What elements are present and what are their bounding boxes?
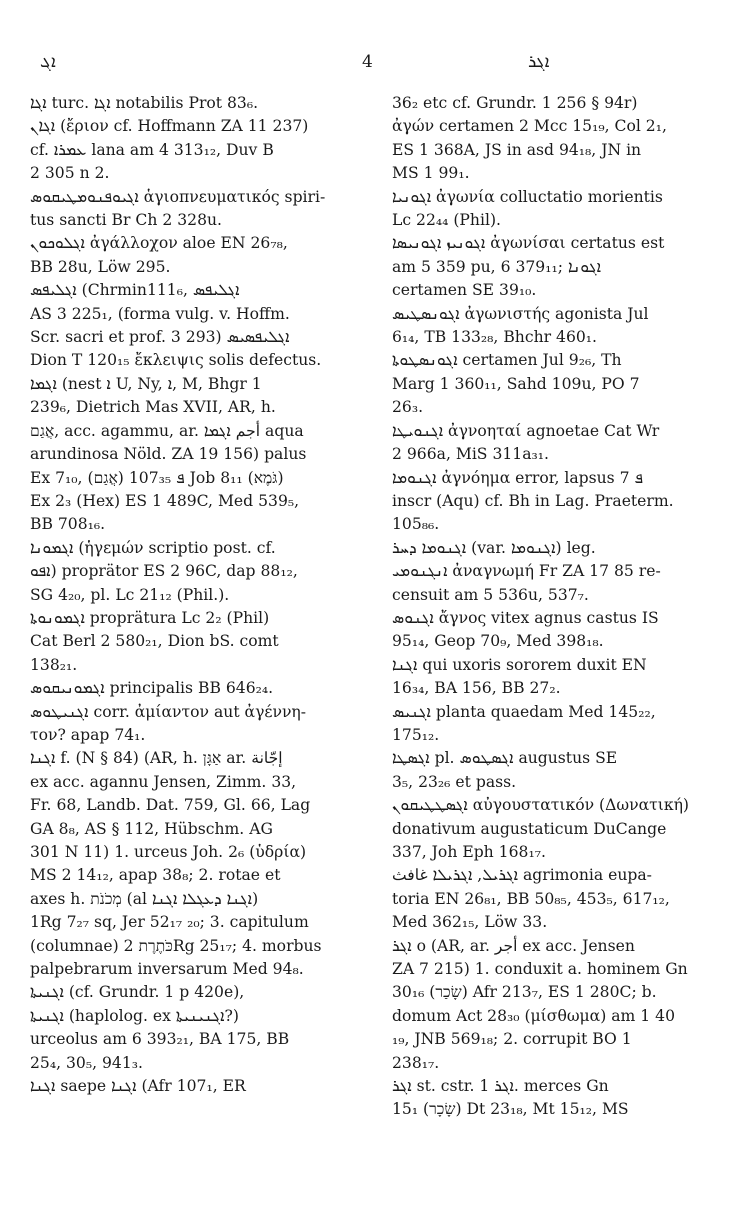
text-line: SG 4₂₀, pl. Lc 21₁₂ (Phil.). — [30, 585, 230, 604]
text-line: 15₁ (שָׂכָר) Dt 23₁₈, Mt 15₁₂, MS — [392, 1100, 629, 1119]
text-line: tus sancti Br Ch 2 328u. — [30, 211, 222, 230]
text-line: 95₁₄, Geop 70₉, Med 398₁₈. — [392, 632, 604, 651]
text-line: arundinosa Nöld. ZA 19 156) palus — [30, 445, 307, 464]
text-line: ex acc. agannu Jensen, Zimm. 33, — [30, 772, 297, 791]
text-line: ܐܓܢܐ f. (N § 84) (AR, h. אַגָּן ar. إجّانة — [30, 749, 283, 768]
text-line: Dion T 120₁₅ ἔκλειψις solis defectus. — [30, 351, 322, 370]
text-line: 175₁₂. — [392, 725, 440, 744]
text-line: ܐܓܡܘܢܘܬܐ proprätura Lc 2₂ (Phil) — [30, 608, 270, 627]
text-line: ܐܓܪ o (AR, ar. أجر ex acc. Jensen — [392, 936, 635, 955]
text-line: ܐܓܢܝܬܐ (haplolog. ex ܐܓܢܝܢܝܬܐ?) — [30, 1006, 239, 1025]
text-line: censuit am 5 536u, 537₇. — [392, 585, 589, 604]
text-line: domum Act 28₃₀ (μίσθωμα) am 1 40 — [392, 1006, 676, 1025]
text-line: Lc 22₄₄ (Phil). — [392, 211, 501, 230]
text-line: MS 2 14₁₂, apap 38₈; 2. rotae et — [30, 866, 281, 885]
text-line: Ex 7₁₀, ܦ 107₃₅ (אֲגַם) Job 8₁₁ (גֹּמֶא) — [30, 468, 284, 487]
running-head-right: ܐܓܪ — [528, 52, 550, 72]
text-line: ܐܓܢܝܛܘܣ corr. ἀμίαντον aut ἀγέννη- — [30, 702, 307, 721]
running-head-left: ܐܓ — [40, 52, 56, 72]
text-line: ܐܓܢܘܝܛܐ ἀγνοηταί agnoetae Cat Wr — [392, 421, 660, 440]
text-line: 36₂ etc cf. Grundr. 1 256 § 94r) — [392, 94, 638, 112]
text-line: cf. ܥܡܪܐ lana am 4 313₁₂, Duv B — [30, 140, 274, 159]
text-line: ܐܓܡܘܢܐ (ἡγεμών scriptio post. cf. — [30, 538, 276, 557]
text-line: τον? apap 74₁. — [30, 725, 146, 744]
text-line: BB 28u, Löw 295. — [30, 257, 171, 276]
text-line: AS 3 225₁, (forma vulg. v. Hoffm. — [30, 304, 290, 323]
text-line: 6₁₄, TB 133₂₈, Bhchr 460₁. — [392, 328, 597, 347]
text-line: Fr. 68, Landb. Dat. 759, Gl. 66, Lag — [30, 796, 311, 815]
text-line: 337, Joh Eph 168₁₇. — [392, 843, 546, 861]
text-line: ܐܓܢܘܣ ἄγνος vitex agnus castus IS — [392, 608, 659, 627]
text-line: Cat Berl 2 580₂₁, Dion bS. comt — [30, 632, 279, 651]
text-line: ܐܓܢܐ saepe ܐܓܢܐ (Afr 107₁, ER — [30, 1077, 246, 1096]
text-line: ܐܓܣܛܐ pl. ܐܓܣܛܘܣ augustus SE — [392, 749, 618, 768]
text-line: ܐܓܢܝܬܐ (cf. Grundr. 1 p 420e), — [30, 983, 245, 1002]
text-line: Scr. sacri et prof. 3 293) ܐܓܠܝܦܣܝܣ — [30, 328, 290, 347]
text-line: ܐܓܣܛܛܝܩܘܢ αὐγουστατικόν (Δωνατική) — [392, 796, 690, 815]
text-line: ܐܓܡܘܢܝܩܘܣ principalis BB 646₂₄. — [30, 679, 274, 698]
text-line: (columnae) כֹּתֶרֶת 2Rg 25₁₇; 4. morbus — [30, 936, 322, 955]
text-line: ܐܓܝܘܦܢܘܡܛܝܩܘܣ ἁγιοπνευματικός spiri- — [30, 187, 326, 206]
text-line: ܐܦܘ) proprätor ES 2 96C, dap 88₁₂, — [30, 562, 298, 581]
text-line: 1Rg 7₂₇ sq, Jer 52₁₇ ₂₀; 3. capitulum — [30, 913, 309, 932]
text-line: ES 1 368A, JS in asd 94₁₈, JN in — [392, 140, 642, 159]
text-line: Marg 1 360₁₁, Sahd 109u, PO 7 — [392, 374, 640, 393]
text-line: palpebrarum inversarum Med 94₈. — [30, 960, 304, 979]
text-line: toria EN 26₈₁, BB 50₈₅, 453₅, 617₁₂, — [392, 889, 670, 908]
text-line: urceolus am 6 393₂₁, BA 175, BB — [30, 1030, 290, 1049]
text-line: ܐܓܢܝܣ planta quaedam Med 145₂₂, — [392, 702, 656, 721]
text-line: 301 N 11) 1. urceus Joh. 2₆ (ὑδρία) — [30, 843, 307, 861]
text-line: ܐܓܢܘܡܐ ܕܚܪ (var. ܐܓܢܘܡܐ) leg. — [392, 538, 596, 557]
text-line: Med 362₁₅, Löw 33. — [392, 913, 548, 932]
right-column — [392, 92, 722, 1122]
text-line: 2 966a, MiS 311a₃₁. — [392, 445, 549, 464]
text-line: ܐܓܡܐ (nest ܐ U, Ny, ܐ, M, Bhgr 1 — [30, 374, 262, 393]
text-line: axes h. מְכֹנֹת (al ܐܓܢܐ ܕܥܓܠܐ ܐܓܢܐ) — [30, 889, 259, 908]
text-line: ܐܓܪܝܠ, ܐܓܪܝܠܐ غافث agrimonia eupa- — [392, 866, 652, 885]
text-line: אֲגַם, acc. agammu, ar. أجم ܐܓܡܐ aqua — [30, 421, 304, 440]
text-line: 30₁₆ (שָׂכַר) Afr 213₇, ES 1 280C; b. — [392, 983, 657, 1002]
text-line: ἀγών certamen 2 Mcc 15₁₉, Col 2₁, — [392, 117, 667, 136]
text-line: BB 708₁₆. — [30, 515, 106, 534]
text-line: ₁₉, JNB 569₁₈; 2. corrupit BO 1 — [392, 1030, 632, 1049]
text-line: ܐܢܓܢܘܡܝ ἀναγνωμή Fr ZA 17 85 re- — [392, 562, 661, 581]
text-line: ZA 7 215) 1. conduxit a. hominem Gn — [392, 960, 688, 979]
text-line: donativum augustaticum DuCange — [392, 819, 667, 838]
text-line: ܐܓܐ turc. ܐܓܐ notabilis Prot 83₆. — [30, 94, 259, 112]
text-line: MS 1 99₁. — [392, 164, 470, 183]
text-line: ܐܓܘܢܝܐ ἀγωνία colluctatio morientis — [392, 187, 663, 206]
text-line: am 5 359 pu, 6 379₁₁; ܐܓܘܢܐ — [392, 257, 602, 276]
text-line: 2 305 n 2. — [30, 164, 110, 183]
text-line: certamen SE 39₁₀. — [392, 281, 537, 300]
text-line: ܐܓܘܢܣܛܝܣ ἀγωνιστής agonista Jul — [392, 304, 649, 323]
text-line: 105₈₆. — [392, 515, 440, 534]
text-line: ܐܓܢܘܡܐ ἀγνόημα error, lapsus ܦ 7 — [392, 468, 644, 487]
text-line: ܐܓܪ st. cstr. ܐܓܪ 1. merces Gn — [392, 1077, 609, 1096]
text-line: 138₂₁. — [30, 655, 78, 674]
text-line: inscr (Aqu) cf. Bh in Lag. Praeterm. — [392, 491, 674, 510]
text-line: 239₆, Dietrich Mas XVII, AR, h. — [30, 398, 276, 417]
text-line: 3₅, 23₂₆ et pass. — [392, 772, 517, 791]
text-line: 16₃₄, BA 156, BB 27₂. — [392, 679, 561, 698]
text-line: 26₃. — [392, 398, 424, 417]
page-number: 4 — [362, 52, 373, 72]
text-line: ܐܓܐܢ (ἔριον cf. Hoffmann ZA 11 237) — [30, 117, 309, 136]
text-line: ܐܓܢܐ qui uxoris sororem duxit EN — [392, 655, 647, 674]
text-line: Ex 2₃ (Hex) ES 1 489C, Med 539₅, — [30, 491, 300, 510]
text-line: ܐܓܘܢܣܛܘܬܐ certamen Jul 9₂₆, Th — [392, 351, 622, 370]
text-line: ܐܓܘܢܝܙ ܐܓܘܢܝܣܐ ἀγωνίσαι certatus est — [392, 234, 665, 253]
text-line: ܐܓܠܘܟܘܢ ἀγάλλοχον aloe EN 26₇₈, — [30, 234, 288, 253]
text-line: GA 8₈, AS § 112, Hübschm. AG — [30, 819, 273, 838]
text-line: 238₁₇. — [392, 1053, 440, 1072]
text-line: 25₄, 30₅, 941₃. — [30, 1053, 143, 1072]
text-line: ܐܓܠܝܦܣ (Chrmin111₆, ܐܓܠܝܦܣ — [30, 281, 240, 300]
left-column — [30, 92, 358, 1098]
